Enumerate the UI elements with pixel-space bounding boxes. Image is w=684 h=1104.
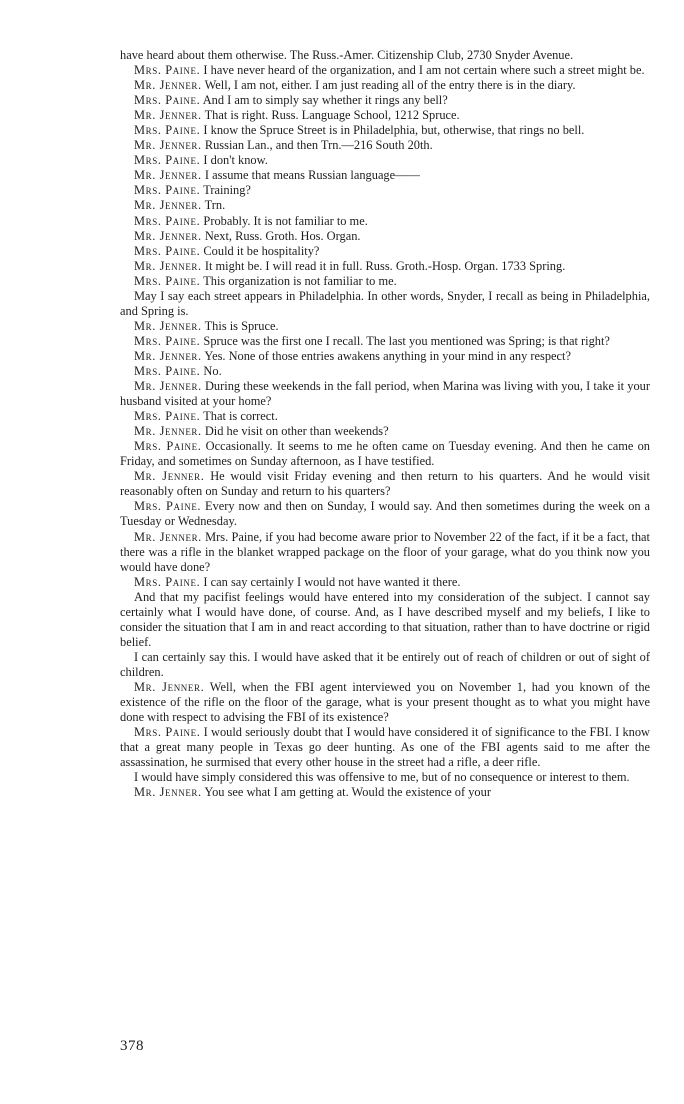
- paragraph: [120, 590, 650, 650]
- speaker-label: Mrs. Paine.: [134, 93, 201, 108]
- paragraph: [120, 349, 650, 364]
- paragraph: [120, 123, 650, 138]
- speaker-label: Mrs. Paine.: [134, 725, 201, 740]
- paragraph: [120, 78, 650, 93]
- speaker-label: Mrs. Paine.: [134, 439, 202, 454]
- speaker-label: Mr. Jenner.: [134, 228, 202, 243]
- paragraph-text: I know the Spruce Street is in Philadelphia, but, otherwise, that rings no bell.: [203, 123, 585, 138]
- paragraph-text: Yes. None of those entries awakens anything in your mind in any respect?: [204, 348, 571, 363]
- paragraph-text: I have never heard of the organization, and I am not certain where such a street might be.: [203, 63, 645, 78]
- paragraph-text: And that my pacifist feelings would have entered into my consideration of the subject. I cannot say certainly what I would have done, of course. And, as I have described myself and my beliefs, I like to consider the situation that I am in and react according to that situation, rather than to have doctrine or rigid belief.: [120, 589, 650, 649]
- speaker-label: Mr. Jenner.: [134, 198, 202, 213]
- speaker-label: Mrs. Paine.: [134, 123, 201, 138]
- speaker-label: Mr. Jenner.: [134, 529, 202, 544]
- paragraph: [120, 680, 650, 725]
- speaker-label: Mr. Jenner.: [134, 138, 202, 153]
- paragraph-text: Mrs. Paine, if you had become aware prior to November 22 of the fact, if it be a fact, that there was a rifle in the blanket wrapped package on the floor of your garage, what do you think now you would have done?: [120, 529, 651, 574]
- paragraph: [120, 469, 650, 499]
- paragraph-text: Next, Russ. Groth. Hos. Organ.: [204, 228, 361, 243]
- paragraph-text: I assume that means Russian language——: [204, 168, 420, 183]
- paragraph-text: You see what I am getting at. Would the existence of your: [204, 785, 491, 800]
- paragraph: [120, 364, 650, 379]
- paragraph-text: I don't know.: [203, 153, 268, 168]
- speaker-label: Mrs. Paine.: [134, 499, 202, 514]
- paragraph: [120, 530, 650, 575]
- paragraph-text: That is right. Russ. Language School, 1212 Spruce.: [204, 108, 460, 123]
- paragraph: [120, 439, 650, 469]
- paragraph: [120, 244, 650, 259]
- paragraph-text: This is Spruce.: [204, 318, 279, 333]
- paragraph: [120, 424, 650, 439]
- speaker-label: Mrs. Paine.: [134, 273, 201, 288]
- speaker-label: Mr. Jenner.: [134, 258, 202, 273]
- paragraph: [120, 379, 650, 409]
- paragraph-text: I would seriously doubt that I would have considered it of significance to the FBI. I know that a great many people in Texas go deer hunting. As one of the FBI agents said to me after the assassination, he surmised that every other house in the street had a rifle, a deer rifle.: [120, 725, 650, 770]
- paragraph: [120, 499, 650, 529]
- paragraph: [120, 770, 650, 785]
- speaker-label: Mr. Jenner.: [134, 78, 202, 93]
- speaker-label: Mrs. Paine.: [134, 63, 201, 78]
- speaker-label: Mrs. Paine.: [134, 243, 201, 258]
- paragraph: [120, 198, 650, 213]
- speaker-label: Mr. Jenner.: [134, 469, 205, 484]
- paragraph-text: That is correct.: [203, 409, 278, 424]
- paragraph: [120, 409, 650, 424]
- paragraph: [120, 183, 650, 198]
- paragraph-text: This organization is not familiar to me.: [203, 273, 397, 288]
- paragraph: [120, 63, 650, 78]
- speaker-label: Mr. Jenner.: [134, 108, 202, 123]
- paragraph-text: Russian Lan., and then Trn.—216 South 20th.: [204, 138, 433, 153]
- paragraph-text: Training?: [203, 183, 251, 198]
- paragraph-text: Could it be hospitality?: [203, 243, 320, 258]
- paragraph: [120, 214, 650, 229]
- transcript-page: [120, 48, 650, 800]
- speaker-label: Mrs. Paine.: [134, 213, 201, 228]
- speaker-label: Mrs. Paine.: [134, 333, 201, 348]
- paragraph-text: I can certainly say this. I would have asked that it be entirely out of reach of children or out of sight of children.: [120, 649, 650, 679]
- speaker-label: Mr. Jenner.: [134, 424, 202, 439]
- speaker-label: Mrs. Paine.: [134, 183, 201, 198]
- paragraph-text: No.: [203, 363, 222, 378]
- paragraph: [120, 93, 650, 108]
- speaker-label: Mrs. Paine.: [134, 574, 201, 589]
- paragraph-text: Occasionally. It seems to me he often came on Tuesday evening. And then he came on Friday, and sometimes on Sunday afternoon, as I have testified.: [120, 439, 650, 469]
- paragraph: [120, 108, 650, 123]
- paragraph-text: It might be. I will read it in full. Russ. Groth.-Hosp. Organ. 1733 Spring.: [204, 258, 566, 273]
- speaker-label: Mr. Jenner.: [134, 168, 202, 183]
- paragraph: [120, 319, 650, 334]
- speaker-label: Mrs. Paine.: [134, 409, 201, 424]
- paragraph-text: Every now and then on Sunday, I would say. And then sometimes during the week on a Tuesday or Wednesday.: [120, 499, 651, 529]
- paragraph: [120, 153, 650, 168]
- paragraph-text: Well, I am not, either. I am just reading all of the entry there is in the diary.: [204, 78, 576, 93]
- paragraph: [120, 229, 650, 244]
- paragraph: [120, 48, 650, 63]
- paragraph-text: He would visit Friday evening and then return to his quarters. And he would visit reasonably often on Sunday and return to his quarters?: [120, 469, 650, 499]
- paragraph: [120, 575, 650, 590]
- paragraph-text: Probably. It is not familiar to me.: [203, 213, 368, 228]
- paragraph-text: Spruce was the first one I recall. The last you mentioned was Spring; is that right?: [203, 333, 610, 348]
- paragraph-text: Did he visit on other than weekends?: [204, 424, 389, 439]
- speaker-label: Mrs. Paine.: [134, 363, 201, 378]
- speaker-label: Mr. Jenner.: [134, 348, 202, 363]
- paragraph-text: Well, when the FBI agent interviewed you on November 1, had you known of the existence of the rifle on the floor of the garage, what is your present thought as to what you might have done with respect to advising the FBI of its existence?: [120, 679, 651, 725]
- speaker-label: Mr. Jenner.: [134, 318, 202, 333]
- paragraph: [120, 785, 650, 800]
- paragraph: [120, 289, 650, 319]
- page-number: 378: [120, 1038, 144, 1054]
- speaker-label: Mr. Jenner.: [134, 379, 202, 394]
- speaker-label: Mr. Jenner.: [134, 679, 205, 694]
- paragraph-text: I can say certainly I would not have wanted it there.: [203, 574, 461, 589]
- paragraph-text: During these weekends in the fall period, when Marina was living with you, I take it your husband visited at your home?: [120, 379, 650, 409]
- paragraph: [120, 259, 650, 274]
- paragraph: [120, 725, 650, 770]
- paragraph-text: Trn.: [204, 198, 226, 213]
- paragraph-text: May I say each street appears in Philadelphia. In other words, Snyder, I recall as being in Philadelphia, and Spring is.: [120, 288, 650, 318]
- speaker-label: Mr. Jenner.: [134, 785, 202, 800]
- speaker-label: Mrs. Paine.: [134, 153, 201, 168]
- paragraph: [120, 168, 650, 183]
- paragraph-text: have heard about them otherwise. The Russ.-Amer. Citizenship Club, 2730 Snyder Avenue.: [120, 48, 574, 62]
- paragraph: [120, 334, 650, 349]
- paragraph: [120, 274, 650, 289]
- paragraph-text: I would have simply considered this was offensive to me, but of no consequence or interest to them.: [134, 770, 630, 785]
- paragraph: [120, 138, 650, 153]
- paragraph: [120, 650, 650, 680]
- paragraph-text: And I am to simply say whether it rings any bell?: [202, 93, 448, 108]
